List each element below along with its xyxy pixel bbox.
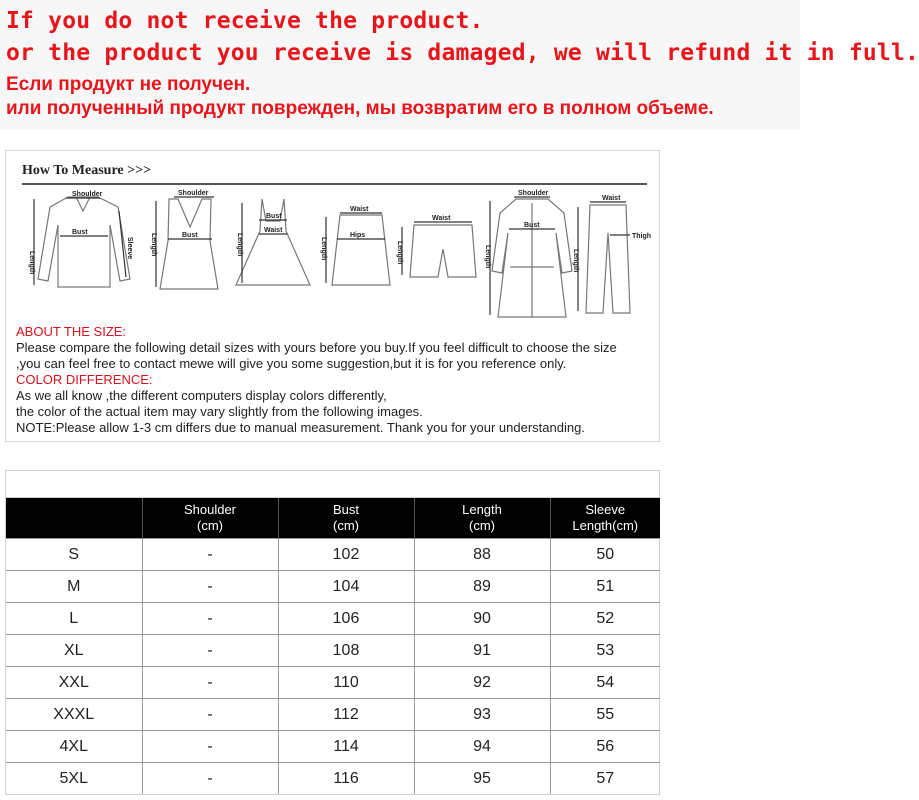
cell-bust: 116 — [278, 763, 414, 795]
shorts-figure — [402, 222, 476, 277]
cell-shoulder: - — [142, 571, 278, 603]
label-length-5: Length — [396, 241, 403, 265]
cell-bust: 112 — [278, 699, 414, 731]
pants-figure — [578, 202, 630, 313]
cell-sleeve-length: 55 — [550, 699, 660, 731]
refund-banner — [0, 0, 919, 130]
cell-size: XXXL — [6, 699, 142, 731]
size-notes — [16, 324, 617, 436]
header-bust: Bust (cm) — [278, 498, 414, 539]
label-sleeve-1: Sleeve — [126, 237, 133, 260]
header-length: Length (cm) — [414, 498, 550, 539]
label-waist-7: Waist — [602, 195, 621, 202]
cell-shoulder: - — [142, 539, 278, 571]
label-length-6: Length — [484, 245, 491, 269]
cell-size: XXL — [6, 667, 142, 699]
table-row — [6, 603, 660, 635]
label-hips-4: Hips — [350, 232, 366, 239]
size-chart-top-strip — [6, 471, 659, 498]
refund-text-en-1: If you do not receive the product. — [6, 8, 484, 34]
refund-text-en-2: or the product you receive is damaged, we will refund it in full. — [6, 40, 919, 66]
cell-shoulder: - — [142, 731, 278, 763]
table-row — [6, 539, 660, 571]
size-table — [6, 498, 660, 794]
how-to-measure-title: How To Measure >>> — [22, 163, 152, 178]
dress-figure — [236, 199, 310, 285]
cell-length: 90 — [414, 603, 550, 635]
how-to-measure-panel — [5, 150, 660, 442]
measurement-diagram — [6, 189, 659, 324]
label-bust-1: Bust — [72, 229, 88, 236]
table-row — [6, 667, 660, 699]
about-size-line-2: ,you can feel free to contact mewe will give you some suggestion,but it is for you reference only. — [16, 356, 567, 371]
label-length-4: Length — [320, 237, 327, 261]
cell-length: 93 — [414, 699, 550, 731]
label-shoulder-1: Shoulder — [72, 191, 103, 198]
table-row — [6, 635, 660, 667]
cell-bust: 110 — [278, 667, 414, 699]
cell-shoulder: - — [142, 763, 278, 795]
cell-shoulder: - — [142, 699, 278, 731]
cell-sleeve-length: 52 — [550, 603, 660, 635]
blouse-figure — [34, 197, 130, 287]
cell-length: 88 — [414, 539, 550, 571]
refund-text-ru-2: или полученный продукт поврежден, мы возвратим его в полном объеме. — [6, 98, 714, 119]
about-size-line-1: Please compare the following detail sizes with yours before you buy.If you feel difficult to choose the size — [16, 340, 617, 355]
cell-size: XL — [6, 635, 142, 667]
label-waist-4: Waist — [350, 206, 369, 213]
cell-bust: 108 — [278, 635, 414, 667]
measurement-note: NOTE:Please allow 1-3 cm differs due to manual measurement. Thank you for your understanding. — [16, 420, 585, 435]
label-waist-5: Waist — [432, 215, 451, 222]
cell-bust: 102 — [278, 539, 414, 571]
about-size-heading: ABOUT THE SIZE: — [16, 324, 127, 339]
title-divider — [22, 183, 647, 185]
cell-size: M — [6, 571, 142, 603]
cell-shoulder: - — [142, 635, 278, 667]
cell-length: 89 — [414, 571, 550, 603]
tank-top-figure — [156, 197, 218, 289]
table-row — [6, 571, 660, 603]
cell-shoulder: - — [142, 667, 278, 699]
cell-sleeve-length: 53 — [550, 635, 660, 667]
cell-length: 91 — [414, 635, 550, 667]
table-row — [6, 699, 660, 731]
cell-shoulder: - — [142, 603, 278, 635]
color-difference-heading: COLOR DIFFERENCE: — [16, 372, 153, 387]
size-table-header — [6, 498, 660, 539]
cell-sleeve-length: 56 — [550, 731, 660, 763]
cell-bust: 114 — [278, 731, 414, 763]
table-row — [6, 763, 660, 795]
cell-bust: 106 — [278, 603, 414, 635]
color-difference-line-1: As we all know ,the different computers display colors differently, — [16, 388, 387, 403]
cell-sleeve-length: 54 — [550, 667, 660, 699]
header-sleeve-length: Sleeve Length(cm) — [550, 498, 660, 539]
color-difference-line-2: the color of the actual item may vary slightly from the following images. — [16, 404, 423, 419]
size-chart — [5, 470, 660, 795]
label-bust-6: Bust — [524, 222, 540, 229]
header-size — [6, 498, 142, 539]
cell-length: 94 — [414, 731, 550, 763]
label-bust-3: Bust — [266, 213, 282, 220]
header-shoulder: Shoulder (cm) — [142, 498, 278, 539]
cell-sleeve-length: 50 — [550, 539, 660, 571]
table-row — [6, 731, 660, 763]
label-shoulder-2: Shoulder — [178, 190, 209, 197]
label-waist-3: Waist — [264, 227, 283, 234]
cell-size: L — [6, 603, 142, 635]
cell-length: 95 — [414, 763, 550, 795]
cell-sleeve-length: 51 — [550, 571, 660, 603]
coat-figure — [490, 197, 572, 317]
label-length-2: Length — [150, 233, 157, 257]
label-length-7: Length — [572, 249, 579, 273]
cell-size: S — [6, 539, 142, 571]
cell-bust: 104 — [278, 571, 414, 603]
cell-length: 92 — [414, 667, 550, 699]
label-thigh-7: Thigh — [632, 233, 652, 240]
skirt-figure — [326, 213, 390, 285]
label-length-3: Length — [236, 233, 243, 257]
refund-text-ru-1: Если продукт не получен. — [6, 74, 251, 95]
cell-size: 4XL — [6, 731, 142, 763]
label-shoulder-6: Shoulder — [518, 190, 549, 197]
label-bust-2: Bust — [182, 232, 198, 239]
cell-sleeve-length: 57 — [550, 763, 660, 795]
label-length-1: Length — [28, 251, 35, 275]
cell-size: 5XL — [6, 763, 142, 795]
